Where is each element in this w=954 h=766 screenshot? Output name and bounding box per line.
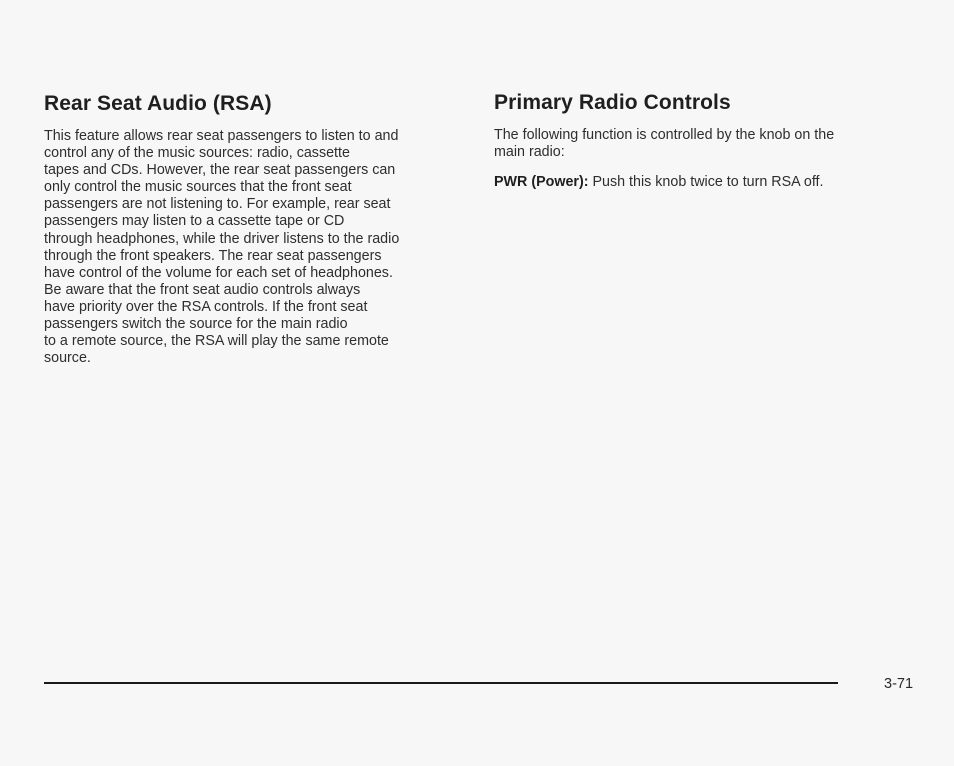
left-column [44,88,464,367]
rsa-line: tapes and CDs. However, the rear seat passengers can [44,162,396,179]
pwr-term: PWR (Power): [494,174,589,191]
rsa-line: through headphones, while the driver listens to the radio [44,230,400,247]
rsa-line: have control of the volume for each set of headphones. [44,264,393,281]
right-column [494,88,906,191]
rsa-line: passengers switch the source for the main radio [44,316,348,333]
intro-line: main radio: [494,144,565,161]
rsa-line: through the front speakers. The rear seat passengers [44,247,382,264]
rsa-heading: Rear Seat Audio (RSA) [44,92,272,115]
rsa-line: only control the music sources that the front seat [44,179,352,196]
rsa-line: source. [44,350,91,367]
rsa-line: control any of the music sources: radio, cassette [44,145,350,162]
intro-line: The following function is controlled by the knob on the [494,127,835,143]
rsa-line: This feature allows rear seat passengers to listen to and [44,128,399,144]
intro-paragraph [494,127,906,161]
rsa-line: have priority over the RSA controls. If the front seat [44,298,368,315]
rsa-line: to a remote source, the RSA will play the same remote [44,333,389,350]
primary-radio-controls-heading: Primary Radio Controls [494,91,731,114]
pwr-paragraph [494,174,906,191]
pwr-description: Push this knob twice to turn RSA off. [592,174,824,191]
rsa-line: passengers are not listening to. For example, rear seat [44,196,391,213]
rsa-line: Be aware that the front seat audio controls always [44,281,361,298]
rsa-line: passengers may listen to a cassette tape or CD [44,213,345,230]
rsa-paragraph [44,128,464,367]
page-number: 3-71 [884,676,914,692]
footer-rule [44,682,838,684]
